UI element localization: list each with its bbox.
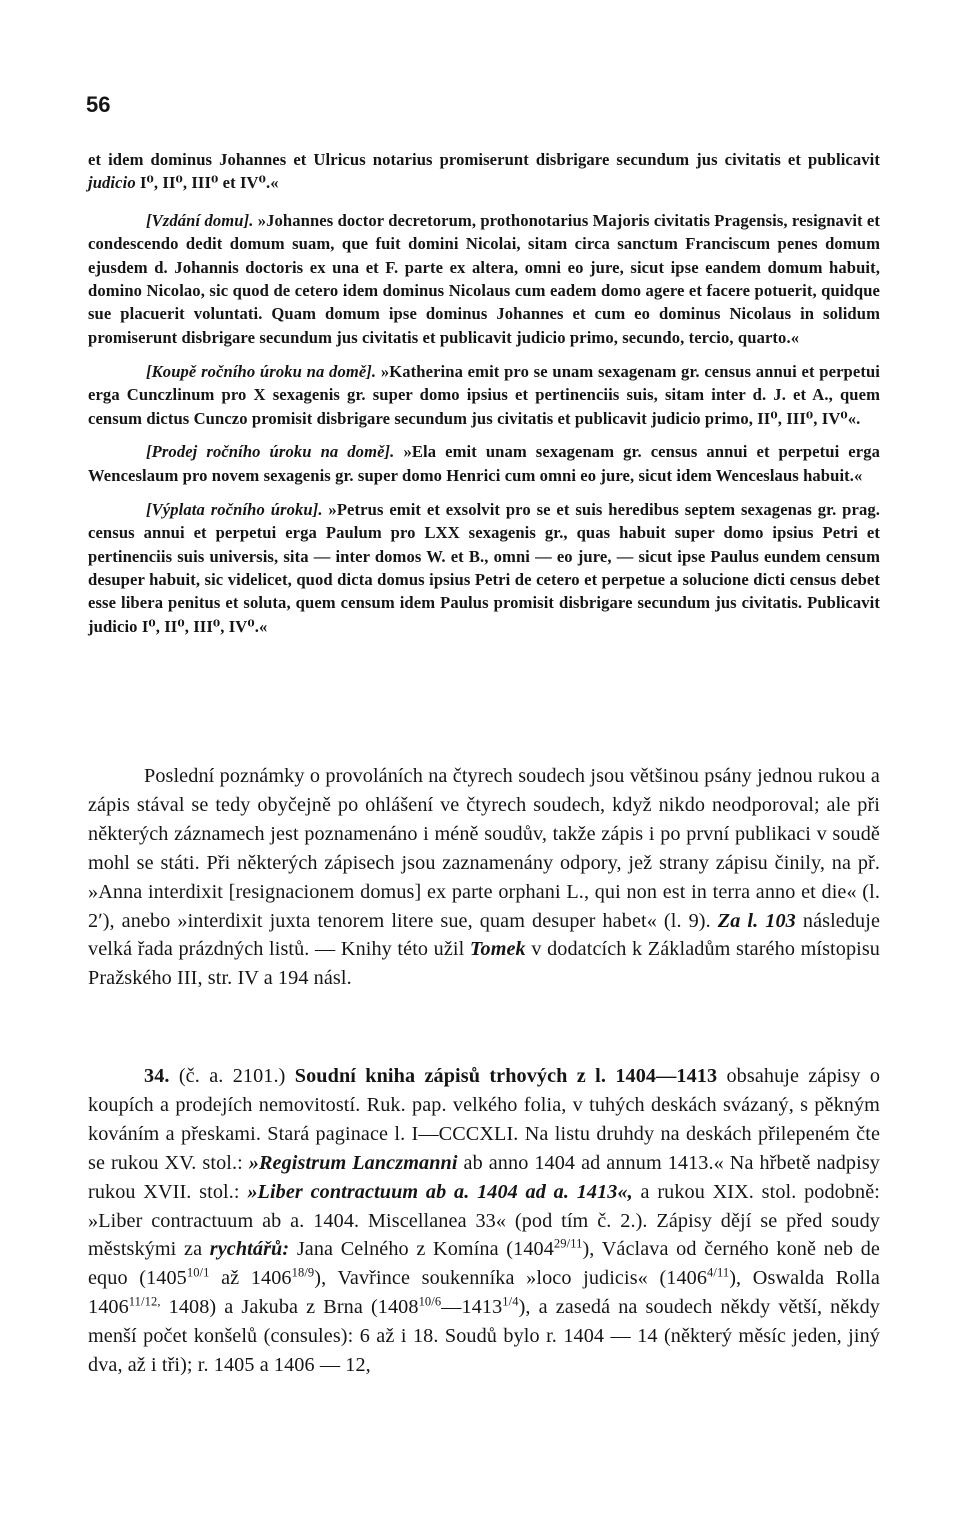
- entry-heading: [Koupě ročního úroku na domě].: [146, 361, 377, 381]
- latin-section: [88, 148, 880, 649]
- page-number: 56: [86, 92, 111, 117]
- entry-heading: [Prodej ročního úroku na domě].: [146, 442, 395, 462]
- latin-paragraph-5: [Výplata ročního úroku]. »Petrus emit et exsolvit pro se et suis heredibus septem sexagenas gr. prag. census annui et perpetui erga Paulum pro LXX sexagenis gr., quas habuit super domo ipsius Petri et pertinenciis suis universis, sita — inter domos W. et B., omni — eo jure, — sicut ipse Paulus eundem censum desuper habuit, sic videlicet, quod dicta domus ipsius Petri de cetero et perpetue a solucione dicti census debet esse libera penitus et soluta, quem censum idem Paulus promisit disbrigare secundum jus civitatis. Publicavit judicio I⁰, II⁰, III⁰, IV⁰.«: [88, 499, 881, 636]
- date-fraction: 10/6: [418, 1294, 442, 1309]
- latin-paragraph-4: [Prodej ročního úroku na domě]. »Ela emit unam sexagenam gr. census annui et perpetui erga Wenceslaum pro novem sexagenis gr. super domo Henrici cum omni eo jure, sicut idem Wenceslaus habuit.«: [88, 442, 880, 485]
- date-fraction: 10/1: [186, 1265, 210, 1280]
- date-fraction: 4/11: [707, 1265, 730, 1280]
- czech-paragraph-2: 34. (č. a. 2101.) Soudní kniha zápisů trhových z l. 1404—1413 obsahuje zápisy o koupích a prodejích nemovitostí. Ruk. pap. velkého folia, v tuhých deskách svázaný, s pěkným kováním a přeskami. Stará paginace l. I—CCCXLI. Na listu druhdy na deskách přilepeném čte se rukou XV. stol.: »Registrum Lanczmanni ab anno 1404 ad annum 1413.« Na hřbetě nadpisy rukou XVII. stol.: »Liber contractuum ab a. 1404 ad a. 1413«, a rukou XIX. stol. podobně: »Liber contractuum ab a. 1404. Miscellanea 33« (pod tím č. 2.). Zápisy dějí se před soudy městskými za rychtářů: Jana Celného z Komína $(1404^{29/11})$, Václava od černého koně neb de equo ($1405^{10/1}$ až $1406^{18/9}$), Vavřince soukenníka »loco judicis« $(1406^{4/11})$, Oswalda Rolla $1406^{11/12,}$ 1408) a Jakuba z Brna $(1408^{10/6}—1413^{1/4})$, a zasedá na soudech někdy větší, někdy menší počet konšelů (consules): 6 až i 18. Soudů bylo r. 1404 — 14 (některý měsíc jeden, jiný dva, až i tři); r. 1405 a 1406 — 12,: [88, 1065, 881, 1377]
- czech-paragraph-1: Poslední poznámky o provoláních na čtyrech soudech jsou většinou psány jednou rukou a zápis stával se tedy obyčejně po ohlášení ve čtyrech soudech, když nikdo neodporoval; ale při některých záznamech jest poznamenáno i méně soudův, takže zápis i po první publikaci v soudě mohl se státi. Při některých zápisech jsou zaznamenány odpory, jež strany zápisu činily, na př. »Anna interdixit [resignacionem domus] ex parte orphani L., qui non est in terra anno et die« (l. 2ʹ), anebo »interdixit juxta tenorem litere sue, quam desuper habet« (l. 9). Za l. 103 následuje velká řada prázdných listů. — Knihy této užil Tomek v dodatcích k Základům starého místopisu Pražského III, str. IV a 194 násl.: [88, 765, 881, 990]
- latin-paragraph-2: [Vzdání domu]. »Johannes doctor decretorum, prothonotarius Majoris civitatis Pragensis, resignavit et condescendo dedit domum suam, que fuit domini Nicolai, sitam circa sanctum Franciscum penes domum ejusdem d. Johannis doctoris ex una et F. parte ex altera, omni eo jure, sicut ipse eandem domum habuit, domino Nicolao, sic quod de cetero idem dominus Nicolaus cum eadem domo agere et facere potuerit, quidque sue placuerit voluntati. Quam domum ipse dominus Johannes et cum eo dominus Nicolaus in solidum promiserunt disbrigare secundum jus civitatis et publicavit judicio primo, secundo, tercio, quarto.«: [88, 210, 881, 347]
- latin-paragraph-1: et idem dominus Johannes et Ulricus notarius promiserunt disbrigare secundum jus civitatis et publicavit judicio I⁰, II⁰, III⁰ et IV⁰.«: [88, 150, 880, 193]
- entry-heading: [Vzdání domu].: [146, 210, 254, 230]
- entry-title: Soudní kniha zápisů trhových z l. 1404—1413: [294, 1065, 718, 1087]
- date-fraction: 18/9: [291, 1265, 315, 1280]
- entry-heading: [Výplata ročního úroku].: [146, 499, 323, 519]
- date-fraction: 1/4: [502, 1294, 519, 1309]
- latin-paragraph-3: [Koupě ročního úroku na domě]. »Katherina emit pro se unam sexagenam gr. census annui et perpetui erga Cunczlinum pro X sexagenis gr. super domo ipsius et pertinenciis suis, sitam inter d. J. et A., quem censum dictus Cunczo promisit disbrigare secundum jus civitatis et publicavit judicio primo, II⁰, III⁰, IV⁰«.: [88, 361, 880, 428]
- date-fraction: 29/11: [553, 1236, 583, 1251]
- entry-number: 34.: [144, 1065, 170, 1087]
- date-fraction: 11/12,: [128, 1294, 161, 1309]
